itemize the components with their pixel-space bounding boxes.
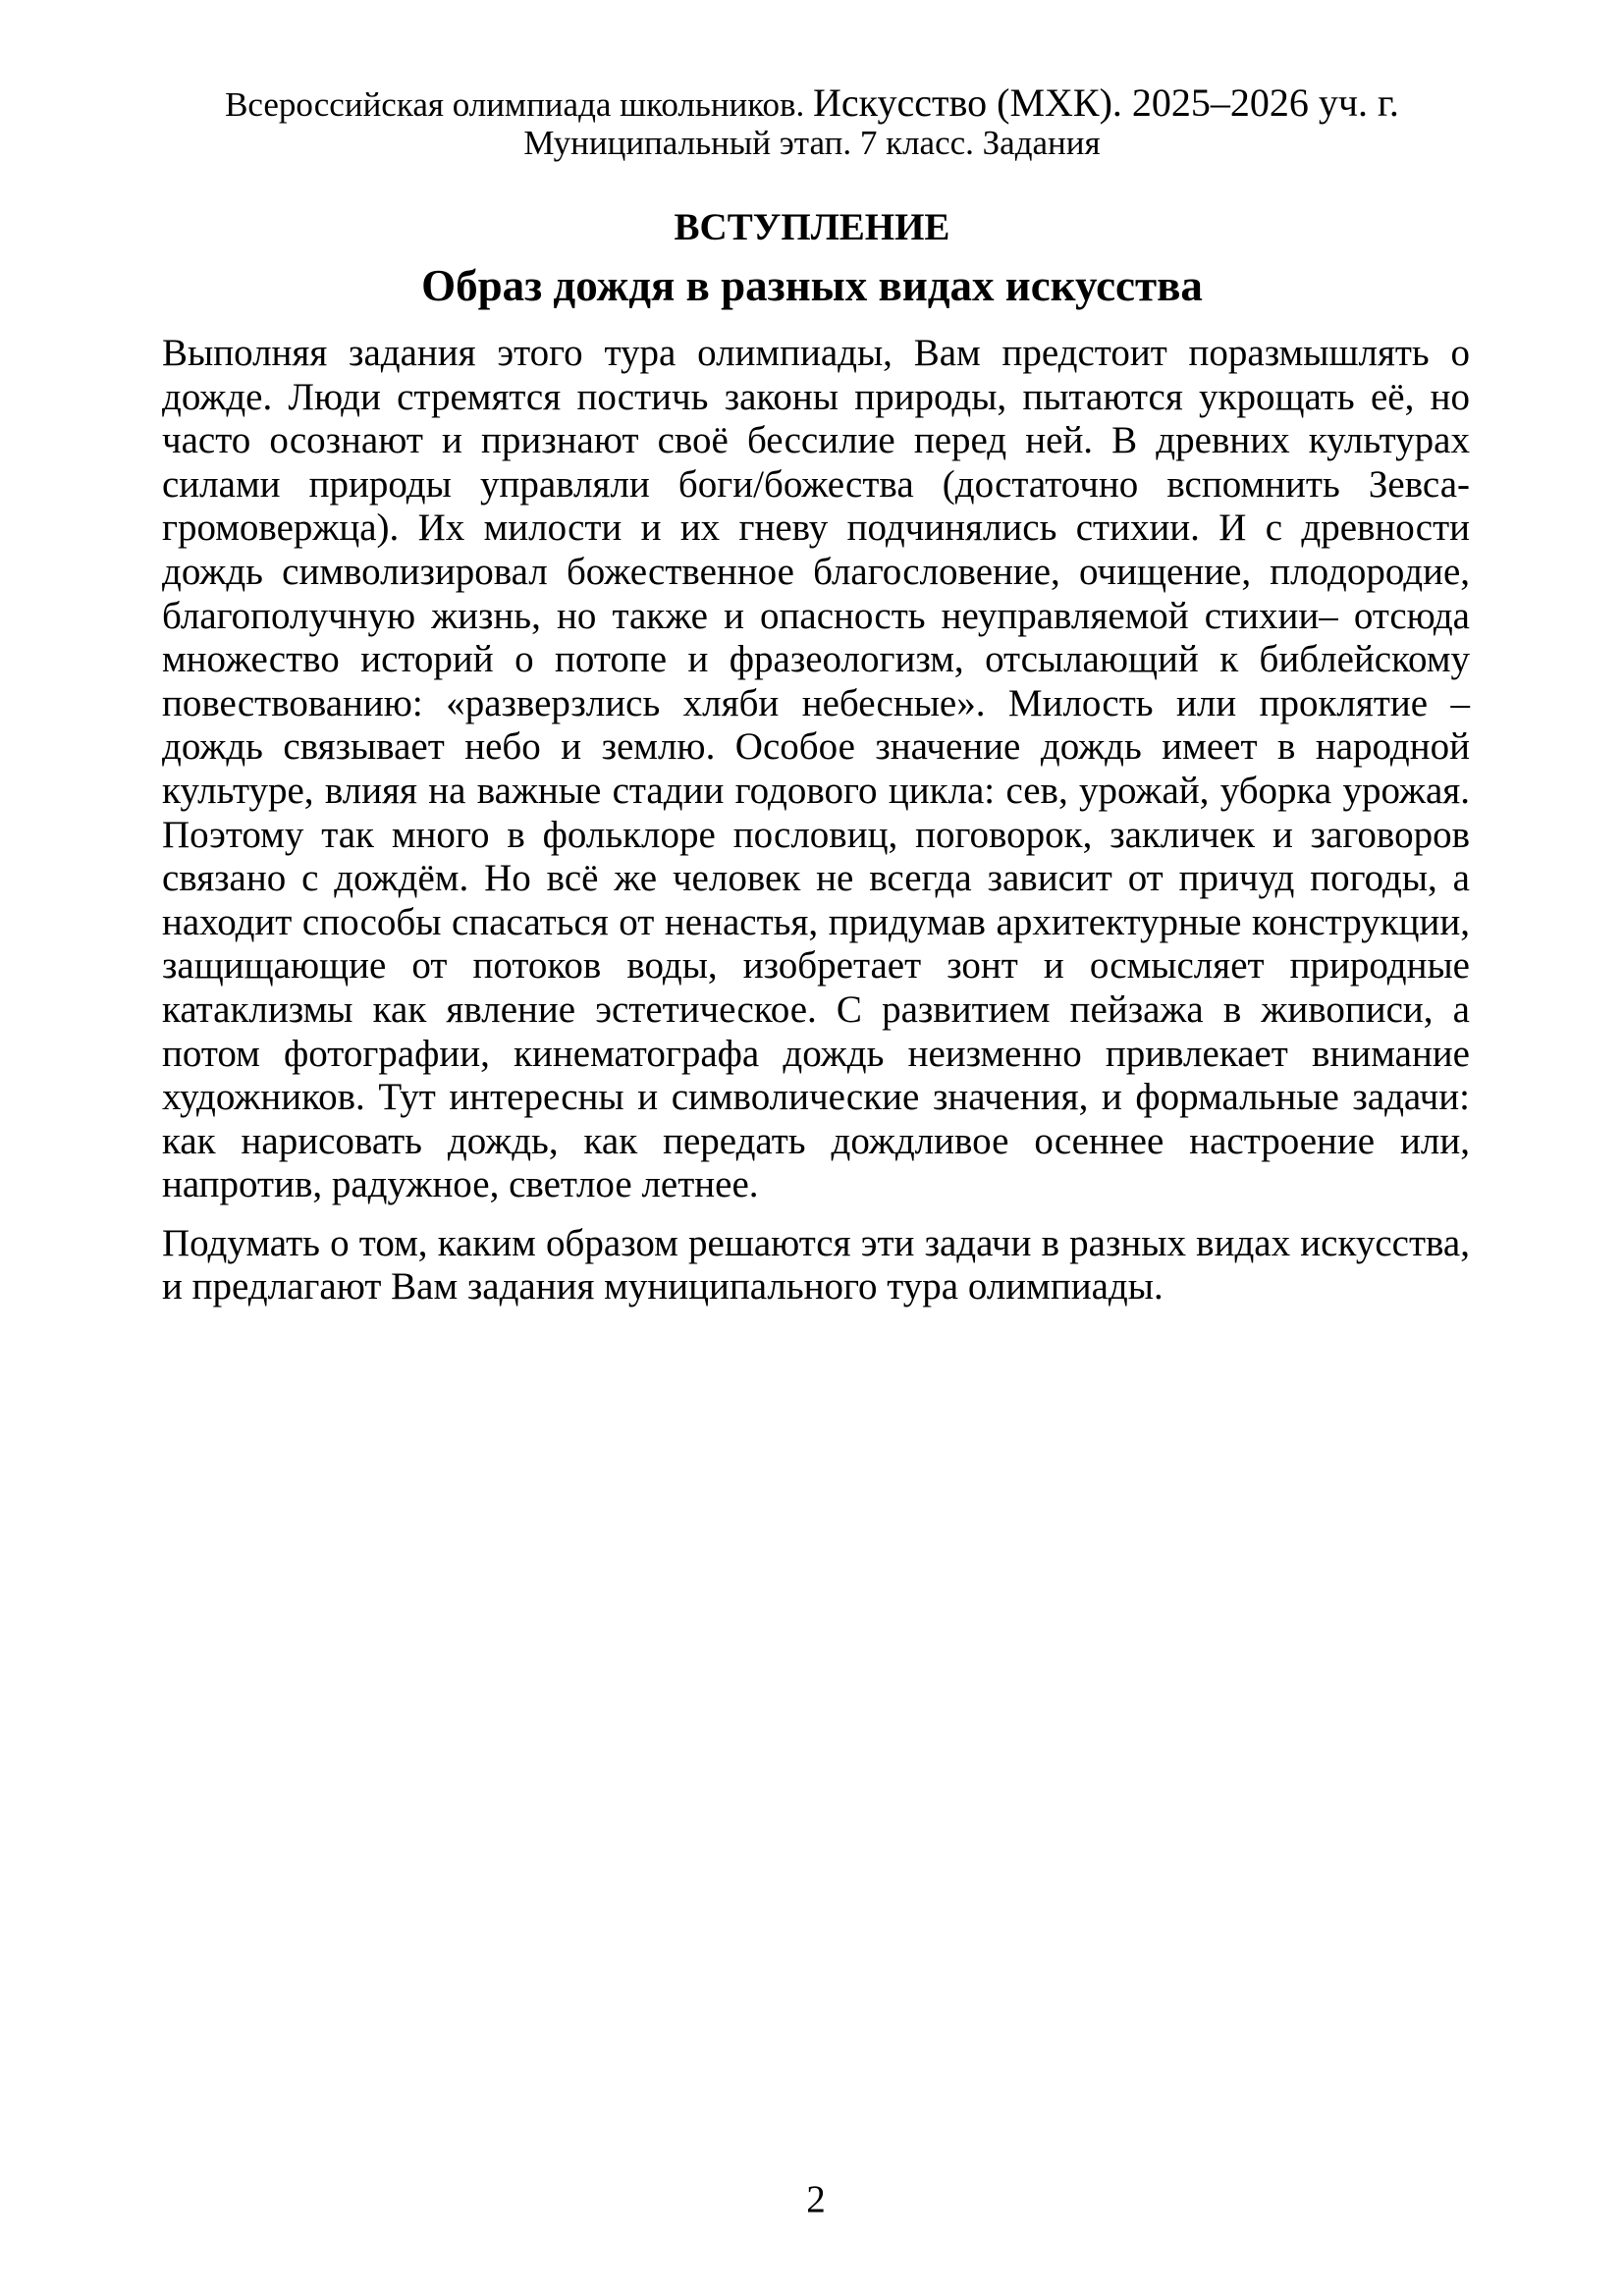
page-header: [0, 0, 1624, 162]
header-stage-grade: Муниципальный этап. 7 класс. Задания: [523, 124, 1101, 162]
page-number: 2: [806, 2178, 826, 2220]
intro-paragraph-2: Подумать о том, каким образом решаются эти задачи в разных видах искусства, и предлагают Вам задания муниципального тура олимпиады.: [162, 1221, 1470, 1308]
intro-paragraph-1: Выполняя задания этого тура олимпиады, Вам предстоит поразмышлять о дожде. Люди стремятся постичь законы природы, пытаются укрощать её, но часто осознают и признают своё бессилие перед ней. В древних культурах силами природы управляли боги/божества (достаточно вспомнить Зевса-громовержца). Их милости и их гневу подчинялись стихии. И с древности дождь символизировал божественное благословение, очищение, плодородие, благополучную жизнь, но также и опасность неуправляемой стихии– отсюда множество историй о потопе и фразеологизм, отсылающий к библейскому повествованию: «разверзлись хляби небесные». Милость или проклятие – дождь связывает небо и землю. Особое значение дождь имеет в народной культуре, влияя на важные стадии годового цикла: сев, урожай, уборка урожая. Поэтому так много в фольклоре пословиц, поговорок, закличек и заговоров связано с дождём. Но всё же человек не всегда зависит от причуд погоды, а находит способы спасаться от ненастья, придумав архитектурные конструкции, защищающие от потоков воды, изобретает зонт и осмысляет природные катаклизмы как явление эстетическое. С развитием пейзажа в живописи, а потом фотографии, кинематографа дождь неизменно привлекает внимание художников. Тут интересны и символические значения, и формальные задачи: как нарисовать дождь, как передать дождливое осеннее настроение или, напротив, радужное, светлое летнее.: [162, 332, 1470, 1206]
header-line-1: [0, 80, 1624, 125]
header-subject-year: Искусство (МХК). 2025–2026 уч. г.: [813, 80, 1399, 125]
header-olympiad-name: Всероссийская олимпиада школьников.: [225, 85, 814, 124]
section-title: ВСТУПЛЕНИЕ: [674, 206, 950, 248]
document-title: Образ дождя в разных видах искусства: [421, 261, 1203, 310]
page-footer: [162, 2177, 1470, 2221]
document-body: [0, 332, 1624, 1309]
